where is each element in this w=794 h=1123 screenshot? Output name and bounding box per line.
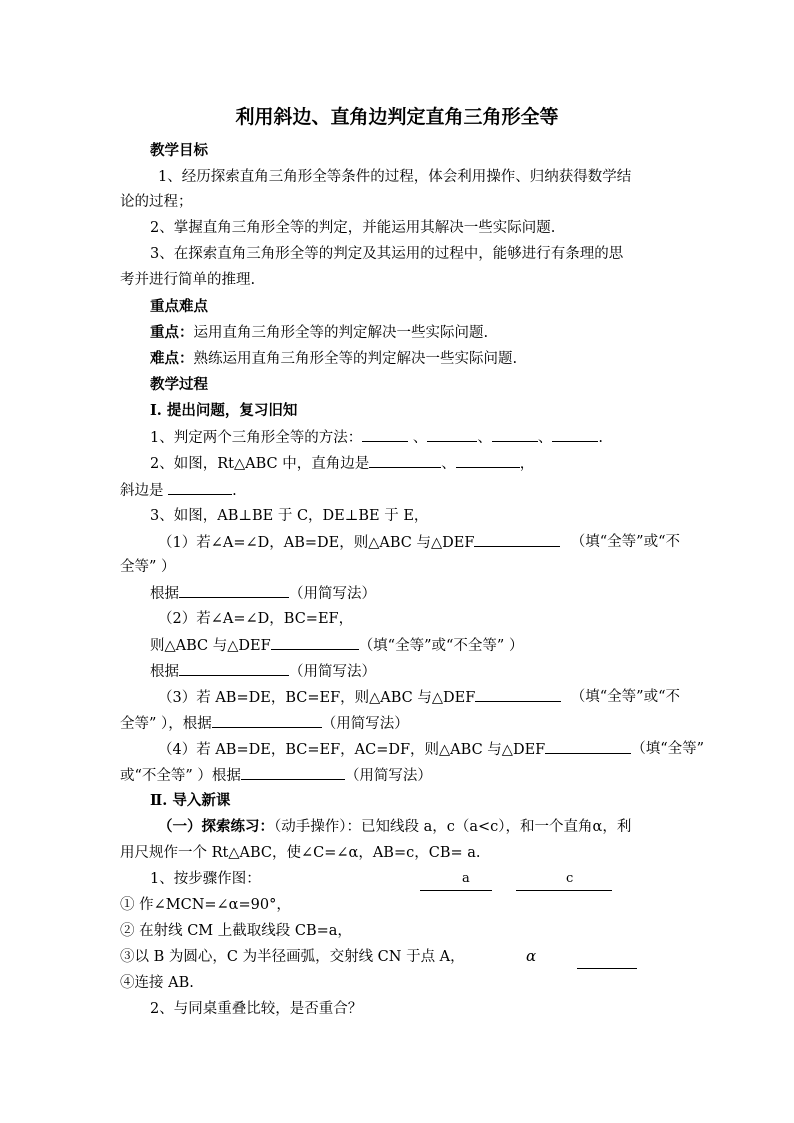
sentence-end: . [598, 430, 603, 446]
question-2 [150, 453, 710, 474]
key-point-label: 重点： [150, 324, 194, 341]
question-2-text: 2、如图，Rt△ABC 中，直角边是 [150, 456, 370, 472]
question-3-4-text: （4）若 AB=DE，BC=EF，AC=DF，则△ABC 与△DEF [158, 742, 546, 758]
answer-blank[interactable] [271, 635, 359, 650]
step-2: ② 在射线 CM 上截取线段 CB=a， [120, 923, 352, 939]
segment-c-label: c [566, 871, 574, 886]
separator: 、 [441, 456, 456, 472]
answer-blank[interactable] [362, 427, 408, 442]
question-3-2-cont [150, 635, 710, 656]
part1-heading: Ⅰ. 提出问题，复习旧知 [150, 402, 298, 419]
question-3-3-fill-hint: （填“全等”或“不 [570, 689, 680, 705]
question-3-3 [158, 687, 680, 708]
answer-blank[interactable] [475, 687, 561, 702]
question-3-1 [158, 532, 680, 553]
step-1: ① 作∠MCN=∠α=90°， [120, 897, 291, 913]
objective-2: 2、掌握直角三角形全等的判定，并能运用其解决一些实际问题. [150, 220, 556, 236]
question-3-2-text: 则△ABC 与△DEF [150, 638, 271, 654]
sentence-end: ， [519, 456, 535, 472]
question-3: 3、如图，AB⊥BE 于 C，DE⊥BE 于 E， [150, 508, 429, 524]
objectives-heading: 教学目标 [150, 142, 208, 159]
objective-3-line-a: 3、在探索直角三角形全等的判定及其运用的过程中，能够进行有条理的思 [150, 246, 624, 262]
separator: 、 [477, 430, 492, 446]
question-1 [150, 427, 710, 448]
question-3-4-cont [120, 765, 680, 786]
difficult-point [150, 349, 710, 369]
answer-blank[interactable] [179, 583, 289, 598]
question-3-2: （2）若∠A=∠D，BC=EF， [158, 611, 354, 627]
question-3-4-fill-hint: （填“全等” [631, 741, 705, 757]
question-3-4-basis-text: 或“不全等” ）根据 [120, 768, 241, 784]
answer-blank[interactable] [179, 661, 289, 676]
explore-text: （动手操作）：已知线段 a，c（a<c），和一个直角α，利 [274, 819, 632, 835]
question-3-3-cont [120, 713, 680, 734]
process-heading: 教学过程 [150, 376, 208, 393]
angle-alpha-label: α [526, 947, 537, 965]
answer-blank[interactable] [545, 739, 631, 754]
answer-blank[interactable] [369, 453, 441, 468]
segment-c [516, 890, 612, 891]
key-point-text: 运用直角三角形全等的判定解决一些实际问题. [193, 325, 489, 341]
basis-label: 根据 [150, 664, 179, 680]
key-point [150, 323, 710, 343]
basis-note: （用简写法） [289, 664, 376, 680]
difficult-point-text: 熟练运用直角三角形全等的判定解决一些实际问题. [193, 351, 518, 367]
objective-3-line-b: 考并进行简单的推理. [120, 272, 256, 288]
answer-blank[interactable] [168, 480, 232, 495]
answer-blank[interactable] [456, 453, 520, 468]
question-1-text: 1、判定两个三角形全等的方法： [150, 430, 363, 446]
difficult-point-label: 难点： [150, 350, 194, 367]
step-3: ③以 B 为圆心，C 为半径画弧，交射线 CN 于点 A， [120, 949, 465, 965]
basis-note: （用简写法） [321, 716, 409, 732]
objective-1-line-a: 1、经历探索直角三角形全等条件的过程，体会利用操作、归纳获得数学结 [158, 169, 632, 185]
sentence-end: . [232, 483, 237, 499]
question-3-3-basis-text: 全等” ），根据 [120, 716, 212, 732]
objective-1-line-b: 论的过程； [120, 194, 193, 210]
separator: 、 [412, 430, 428, 446]
hypotenuse-text: 斜边是 [120, 483, 164, 499]
separator: 、 [537, 430, 553, 446]
answer-blank[interactable] [212, 713, 322, 728]
basis-note: （用简写法） [344, 768, 432, 784]
question-3-1-fill-hint: （填“全等”或“不 [570, 534, 680, 550]
explore-intro [158, 817, 718, 837]
question-2-hypotenuse [120, 480, 680, 501]
step-4: ④连接 AB. [120, 975, 194, 991]
segment-a-label: a [462, 871, 470, 886]
compare-question: 2、与同桌重叠比较，是否重合？ [150, 1001, 363, 1017]
explore-intro-cont: 用尺规作一个 Rt△ABC，使∠C=∠α，AB=c，CB= a. [120, 845, 481, 861]
answer-blank[interactable] [474, 532, 560, 547]
explore-label: （一）探索练习： [158, 818, 274, 835]
question-3-1-basis [150, 583, 710, 604]
answer-blank[interactable] [427, 427, 477, 442]
angle-alpha-ray [577, 968, 637, 969]
basis-note: （用简写法） [289, 586, 376, 602]
question-3-1-cont: 全等” ） [120, 559, 176, 575]
steps-heading: 1、按步骤作图： [150, 871, 261, 887]
question-3-3-text: （3）若 AB=DE，BC=EF，则△ABC 与△DEF [158, 690, 476, 706]
answer-blank[interactable] [552, 427, 598, 442]
page-title: 利用斜边、直角边判定直角三角形全等 [235, 106, 559, 128]
question-3-4 [158, 739, 705, 760]
question-3-2-fill-hint: （填“全等”或“不全等” ） [358, 638, 524, 654]
question-3-1-text: （1）若∠A=∠D，AB=DE，则△ABC 与△DEF [158, 535, 475, 551]
answer-blank[interactable] [241, 765, 345, 780]
answer-blank[interactable] [492, 427, 538, 442]
question-3-2-basis [150, 661, 710, 682]
segment-a [420, 890, 492, 891]
basis-label: 根据 [150, 586, 179, 602]
keypoints-heading: 重点难点 [150, 298, 208, 315]
part2-heading: Ⅱ. 导入新课 [150, 792, 231, 809]
